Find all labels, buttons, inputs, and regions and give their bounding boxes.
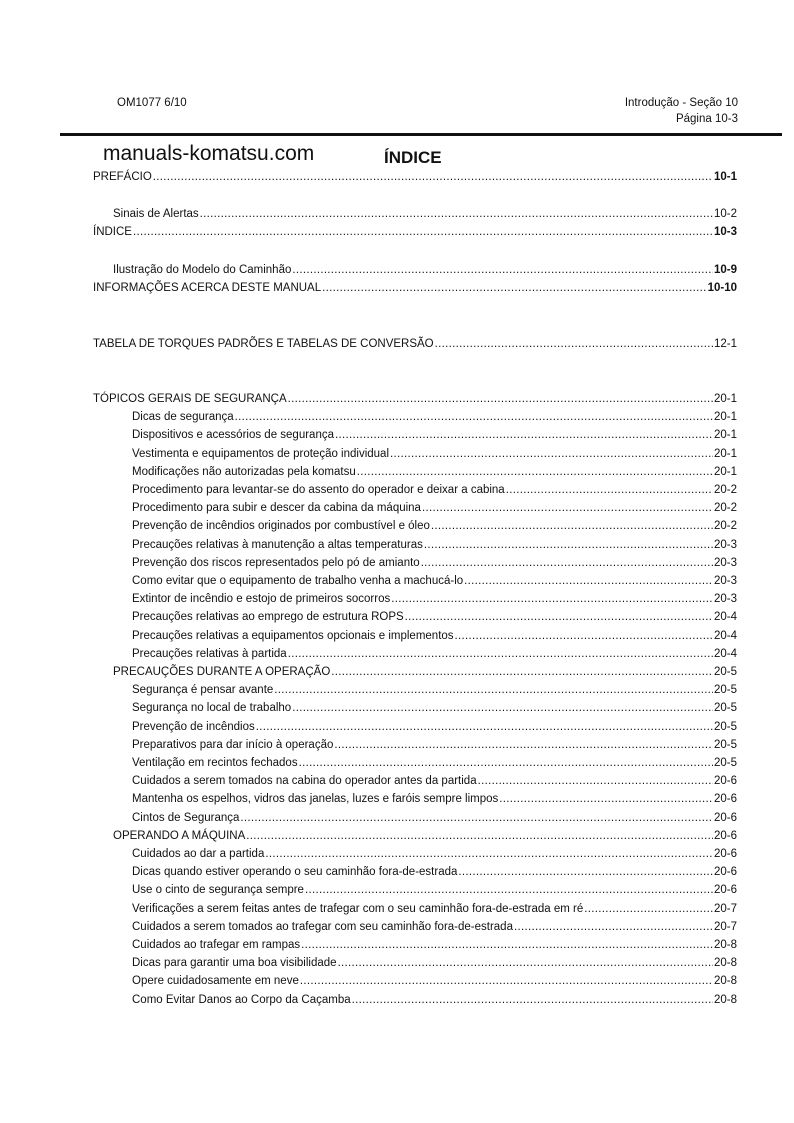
toc-entry-page: 20-6 xyxy=(713,829,737,842)
dot-leader xyxy=(301,937,713,953)
page-title: ÍNDICE xyxy=(384,148,442,167)
dot-leader xyxy=(200,206,713,222)
toc-entry[interactable] xyxy=(93,336,737,352)
toc-entry[interactable] xyxy=(132,919,737,935)
dot-leader xyxy=(455,628,713,644)
toc-entry-label: INFORMAÇÕES ACERCA DESTE MANUAL xyxy=(93,282,322,294)
toc-entry-page: 20-6 xyxy=(713,884,737,897)
toc-entry[interactable] xyxy=(93,169,737,185)
toc-entry-label: Segurança é pensar avante xyxy=(132,684,274,697)
toc-entry[interactable] xyxy=(132,810,737,826)
toc-entry-label: Como evitar que o equipamento de trabalho venha a machucá-lo xyxy=(132,575,464,587)
dot-leader xyxy=(292,262,713,278)
toc-entry[interactable] xyxy=(132,409,737,425)
toc-entry-label: Prevenção de incêndios xyxy=(132,720,255,733)
toc-entry-page: 20-7 xyxy=(713,902,737,915)
toc-entry[interactable] xyxy=(132,755,737,771)
dot-leader xyxy=(240,810,713,826)
toc-entry-page: 20-4 xyxy=(713,629,737,642)
dot-leader xyxy=(322,280,706,296)
toc-entry-page: 20-3 xyxy=(713,556,737,569)
dot-leader xyxy=(334,737,713,753)
dot-leader xyxy=(422,500,713,516)
toc-entry[interactable] xyxy=(132,646,737,662)
toc-entry[interactable] xyxy=(132,555,737,571)
toc-entry[interactable] xyxy=(113,664,737,680)
toc-entry-label: Como Evitar Danos ao Corpo da Caçamba xyxy=(132,993,351,1006)
toc-entry[interactable] xyxy=(132,937,737,953)
toc-entry-label: Segurança no local de trabalho xyxy=(132,702,292,715)
toc-entry[interactable] xyxy=(132,573,737,589)
dot-leader xyxy=(265,846,713,862)
toc-entry-label: Vestimenta e equipamentos de proteção individual xyxy=(132,447,390,460)
dot-leader xyxy=(305,882,713,898)
toc-entry-page: 20-5 xyxy=(713,702,737,715)
toc-entry[interactable] xyxy=(113,262,737,278)
toc-entry-page: 20-6 xyxy=(713,775,737,788)
toc-entry-label: Cintos de Segurança xyxy=(132,811,240,824)
toc-entry-label: PRECAUÇÕES DURANTE A OPERAÇÃO xyxy=(113,666,331,678)
toc-entry[interactable] xyxy=(132,628,737,644)
toc-entry[interactable] xyxy=(132,700,737,716)
toc-entry[interactable] xyxy=(132,446,737,462)
toc-entry-page: 20-5 xyxy=(713,720,737,733)
toc-entry[interactable] xyxy=(132,992,737,1008)
toc-entry[interactable] xyxy=(132,500,737,516)
dot-leader xyxy=(391,591,713,607)
toc-entry-page: 12-1 xyxy=(713,338,737,350)
toc-entry[interactable] xyxy=(132,901,737,917)
toc-entry-page: 10-3 xyxy=(713,226,737,238)
dot-leader xyxy=(299,755,713,771)
dot-leader xyxy=(153,169,713,185)
toc-entry-label: Cuidados ao dar a partida xyxy=(132,848,265,860)
toc-entry[interactable] xyxy=(132,973,737,989)
dot-leader xyxy=(357,464,713,480)
toc-entry-page: 20-1 xyxy=(713,447,737,460)
toc-entry-label: Ilustração do Modelo do Caminhão xyxy=(113,264,292,276)
toc-entry[interactable] xyxy=(132,427,737,443)
toc-entry[interactable] xyxy=(93,391,737,407)
toc-entry[interactable] xyxy=(132,791,737,807)
toc-entry[interactable] xyxy=(132,846,737,862)
toc-entry-page: 20-5 xyxy=(713,757,737,769)
dot-leader xyxy=(335,427,713,443)
toc-entry-label: TABELA DE TORQUES PADRÕES E TABELAS DE CONVERSÃO xyxy=(93,338,434,350)
toc-entry[interactable] xyxy=(132,518,737,534)
toc-entry-page: 20-2 xyxy=(713,484,737,496)
toc-entry-label: Precauções relativas a equipamentos opcionais e implementos xyxy=(132,629,454,642)
dot-leader xyxy=(514,919,713,935)
toc-entry[interactable] xyxy=(132,882,737,898)
dot-leader xyxy=(133,224,713,240)
toc-entry-label: Procedimento para subir e descer da cabina da máquina xyxy=(132,502,421,515)
dot-leader xyxy=(235,409,713,425)
dot-leader xyxy=(256,719,713,735)
toc-entry-label: Modificações não autorizadas pela komatsu xyxy=(132,465,356,478)
dot-leader xyxy=(274,682,713,698)
toc-entry-page: 20-8 xyxy=(713,993,737,1006)
dot-leader xyxy=(390,446,713,462)
dot-leader xyxy=(458,864,713,880)
dot-leader xyxy=(288,391,713,407)
toc-entry-label: ÍNDICE xyxy=(93,226,132,238)
toc-entry-page: 10-1 xyxy=(713,171,737,183)
toc-entry-label: Sinais de Alertas xyxy=(113,208,199,220)
toc-entry-label: Procedimento para levantar-se do assento do operador e deixar a cabina xyxy=(132,484,505,496)
toc-entry-page: 20-6 xyxy=(713,848,737,860)
document-code: OM1077 6/10 xyxy=(117,97,187,109)
toc-entry-page: 20-2 xyxy=(713,502,737,515)
toc-entry-label: Extintor de incêndio e estojo de primeiros socorros xyxy=(132,593,391,606)
toc-entry-label: Mantenha os espelhos, vidros das janelas, luzes e faróis sempre limpos xyxy=(132,793,499,806)
toc-entry-page: 20-1 xyxy=(713,411,737,424)
dot-leader xyxy=(405,609,713,625)
toc-entry-label: Use o cinto de segurança sempre xyxy=(132,884,304,897)
dot-leader xyxy=(292,700,713,716)
toc-entry-page: 20-1 xyxy=(713,429,737,442)
toc-entry-page: 20-6 xyxy=(713,811,737,824)
toc-entry-page: 20-3 xyxy=(713,575,737,587)
dot-leader xyxy=(421,555,713,571)
toc-entry[interactable] xyxy=(132,955,737,971)
section-label: Introdução - Seção 10 xyxy=(624,97,738,109)
dot-leader xyxy=(300,973,713,989)
dot-leader xyxy=(506,482,713,498)
toc-entry-label: PREFÁCIO xyxy=(93,171,152,183)
toc-entry-page: 20-8 xyxy=(713,957,737,970)
toc-entry-label: Precauções relativas ao emprego de estrutura ROPS xyxy=(132,611,404,624)
toc-entry-page: 20-6 xyxy=(713,793,737,806)
toc-entry[interactable] xyxy=(132,737,737,753)
toc-entry[interactable] xyxy=(132,864,737,880)
toc-entry-page: 20-2 xyxy=(713,520,737,533)
toc-entry-label: Dicas para garantir uma boa visibilidade xyxy=(132,957,337,970)
toc-entry-page: 20-7 xyxy=(713,920,737,933)
toc-entry-label: Cuidados ao trafegar em rampas xyxy=(132,939,301,951)
toc-entry-label: TÓPICOS GERAIS DE SEGURANÇA xyxy=(93,393,287,405)
toc-entry[interactable] xyxy=(132,591,737,607)
toc-entry-page: 20-3 xyxy=(713,538,737,551)
toc-entry-page: 20-8 xyxy=(713,975,737,988)
toc-entry[interactable] xyxy=(113,828,737,844)
dot-leader xyxy=(338,955,713,971)
dot-leader xyxy=(288,646,713,662)
dot-leader xyxy=(584,901,713,917)
toc-entry-label: Dicas de segurança xyxy=(132,411,234,424)
toc-entry-page: 10-10 xyxy=(707,282,737,294)
toc-entry-label: Cuidados a serem tomados na cabina do operador antes da partida xyxy=(132,775,477,788)
toc-entry-page: 20-1 xyxy=(713,393,737,405)
toc-entry[interactable] xyxy=(132,537,737,553)
toc-entry[interactable] xyxy=(132,482,737,498)
toc-entry-page: 20-8 xyxy=(713,939,737,951)
toc-entry-page: 20-3 xyxy=(713,593,737,606)
toc-entry-page: 20-5 xyxy=(713,684,737,697)
toc-entry-label: OPERANDO A MÁQUINA xyxy=(113,829,246,842)
toc-entry-label: Preparativos para dar início à operação xyxy=(132,738,334,751)
toc-entry-page: 20-6 xyxy=(713,866,737,879)
toc-entry-label: Dispositivos e acessórios de segurança xyxy=(132,429,334,442)
toc-entry-page: 20-5 xyxy=(713,738,737,751)
toc-entry[interactable] xyxy=(132,464,737,480)
dot-leader xyxy=(352,992,713,1008)
watermark: manuals-komatsu.com xyxy=(103,142,315,165)
dot-leader xyxy=(464,573,713,589)
dot-leader xyxy=(246,828,713,844)
dot-leader xyxy=(478,773,713,789)
toc-entry[interactable] xyxy=(132,682,737,698)
toc-entry-label: Opere cuidadosamente em neve xyxy=(132,975,299,988)
toc-entry-label: Dicas quando estiver operando o seu caminhão fora-de-estrada xyxy=(132,866,458,879)
dot-leader xyxy=(331,664,713,680)
toc-entry-page: 20-4 xyxy=(713,647,737,660)
toc-entry-label: Precauções relativas à partida xyxy=(132,647,287,660)
toc-entry-label: Cuidados a serem tomados ao trafegar com seu caminhão fora-de-estrada xyxy=(132,920,513,933)
dot-leader xyxy=(435,336,713,352)
dot-leader xyxy=(424,537,713,553)
toc-entry[interactable] xyxy=(132,773,737,789)
header-divider xyxy=(60,133,782,136)
toc-entry-page: 10-9 xyxy=(713,264,737,276)
toc-entry-label: Precauções relativas à manutenção a altas temperaturas xyxy=(132,538,423,551)
toc-entry-label: Verificações a serem feitas antes de trafegar com o seu caminhão fora-de-estrada em ré xyxy=(132,902,584,915)
toc-entry-page: 20-4 xyxy=(713,611,737,624)
toc-entry-label: Prevenção de incêndios originados por combustível e óleo xyxy=(132,520,430,533)
toc-entry[interactable] xyxy=(93,280,737,296)
toc-entry[interactable] xyxy=(132,719,737,735)
toc-entry[interactable] xyxy=(113,206,737,222)
dot-leader xyxy=(431,518,713,534)
toc-entry-label: Ventilação em recintos fechados xyxy=(132,757,298,769)
toc-entry-label: Prevenção dos riscos representados pelo pó de amianto xyxy=(132,556,420,569)
toc-entry-page: 20-1 xyxy=(713,465,737,478)
toc-entry-page: 10-2 xyxy=(713,208,737,220)
toc-entry[interactable] xyxy=(93,224,737,240)
toc-entry-page: 20-5 xyxy=(713,666,737,678)
dot-leader xyxy=(499,791,713,807)
page-label: Página 10-3 xyxy=(675,113,738,125)
toc-entry[interactable] xyxy=(132,609,737,625)
